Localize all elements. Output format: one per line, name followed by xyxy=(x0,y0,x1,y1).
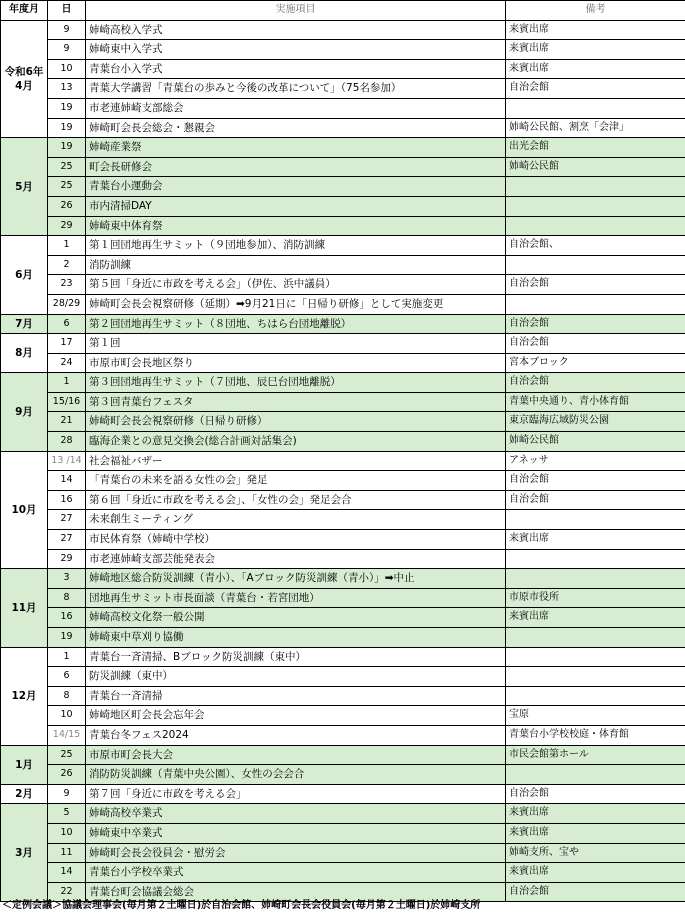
event-cell: 第１回 xyxy=(86,334,506,354)
note-cell: 市民会館第ホール xyxy=(506,745,685,765)
event-cell: 第２回団地再生サミット（８団地、ちはら台団地離脱） xyxy=(86,314,506,334)
event-cell: 町会長研修会 xyxy=(86,157,506,177)
event-cell: 青葉台町会協議会総会 xyxy=(86,882,506,902)
event-cell: 臨海企業との意見交換会(総合計画対話集会) xyxy=(86,432,506,452)
day-cell: 21 xyxy=(48,412,86,432)
note-cell: 自治会館 xyxy=(506,882,685,902)
month-cell: 3月 xyxy=(1,804,48,902)
note-cell xyxy=(506,686,685,706)
event-cell: 防災訓練（東中） xyxy=(86,667,506,687)
day-cell: 1 xyxy=(48,373,86,393)
event-cell: 姉崎町会長会総会・懇親会 xyxy=(86,118,506,138)
schedule-body xyxy=(1,20,685,902)
note-cell: 姉崎公民館 xyxy=(506,432,685,452)
event-cell: 姉崎町会長会視察研修（延期）➡9月21日に「日帰り研修」として実施変更 xyxy=(86,294,506,314)
event-cell: 第５回「身近に市政を考える会」（伊佐、浜中議員） xyxy=(86,275,506,295)
note-cell: 出光会館 xyxy=(506,138,685,158)
table-row xyxy=(1,412,685,432)
note-cell: 自治会館 xyxy=(506,373,685,393)
month-cell: 1月 xyxy=(1,745,48,784)
day-cell: 22 xyxy=(48,882,86,902)
day-cell: 9 xyxy=(48,784,86,804)
day-cell: 11 xyxy=(48,843,86,863)
note-cell: 市原市役所 xyxy=(506,588,685,608)
table-row xyxy=(1,255,685,275)
day-cell: 26 xyxy=(48,765,86,785)
footer-note: ＜定例会議＞協議会理事会(毎月第２土曜日)於自治会館、姉崎町会長会役員会(毎月第２土曜日)於姉崎支所 xyxy=(2,900,481,911)
day-cell: 25 xyxy=(48,177,86,197)
table-row xyxy=(1,236,685,256)
note-cell: 姉崎公民館、割烹「会津」 xyxy=(506,118,685,138)
event-cell: 青葉台小学校卒業式 xyxy=(86,863,506,883)
table-row xyxy=(1,843,685,863)
day-cell: 13 /14 xyxy=(48,451,86,471)
note-cell: 自治会館 xyxy=(506,784,685,804)
note-cell: 来賓出席 xyxy=(506,804,685,824)
table-row xyxy=(1,510,685,530)
day-cell: 27 xyxy=(48,510,86,530)
table-row xyxy=(1,451,685,471)
header-note: 備考 xyxy=(506,1,685,21)
day-cell: 9 xyxy=(48,20,86,40)
table-row xyxy=(1,608,685,628)
table-row xyxy=(1,490,685,510)
day-cell: 5 xyxy=(48,804,86,824)
event-cell: 第６回「身近に市政を考える会」、「女性の会」発足会合 xyxy=(86,490,506,510)
event-cell: 青葉台小入学式 xyxy=(86,59,506,79)
event-cell: 市民体育祭（姉崎中学校） xyxy=(86,530,506,550)
table-row xyxy=(1,823,685,843)
table-row xyxy=(1,784,685,804)
month-cell: 11月 xyxy=(1,569,48,647)
day-cell: 26 xyxy=(48,196,86,216)
event-cell: 未来創生ミーティング xyxy=(86,510,506,530)
note-cell: 来賓出席 xyxy=(506,59,685,79)
note-cell xyxy=(506,98,685,118)
table-row xyxy=(1,432,685,452)
table-row xyxy=(1,98,685,118)
day-cell: 19 xyxy=(48,628,86,648)
day-cell: 23 xyxy=(48,275,86,295)
month-cell: 8月 xyxy=(1,334,48,373)
table-row xyxy=(1,725,685,745)
event-cell: 姉崎産業祭 xyxy=(86,138,506,158)
note-cell: 宝原 xyxy=(506,706,685,726)
note-cell: 姉崎支所、宝や xyxy=(506,843,685,863)
event-cell: 青葉台小運動会 xyxy=(86,177,506,197)
note-cell: 来賓出席 xyxy=(506,823,685,843)
day-cell: 25 xyxy=(48,745,86,765)
table-row xyxy=(1,79,685,99)
day-cell: 28 xyxy=(48,432,86,452)
event-cell: 姉崎高校入学式 xyxy=(86,20,506,40)
table-row xyxy=(1,804,685,824)
event-cell: 市原市町会長地区祭り xyxy=(86,353,506,373)
day-cell: 10 xyxy=(48,59,86,79)
day-cell: 14 xyxy=(48,471,86,491)
day-cell: 14/15 xyxy=(48,725,86,745)
table-row xyxy=(1,138,685,158)
table-row xyxy=(1,157,685,177)
table-row xyxy=(1,628,685,648)
table-row xyxy=(1,647,685,667)
day-cell: 2 xyxy=(48,255,86,275)
table-row xyxy=(1,275,685,295)
table-row xyxy=(1,334,685,354)
day-cell: 3 xyxy=(48,569,86,589)
month-cell: 12月 xyxy=(1,647,48,745)
table-row xyxy=(1,353,685,373)
day-cell: 1 xyxy=(48,236,86,256)
note-cell xyxy=(506,510,685,530)
table-row xyxy=(1,686,685,706)
note-cell: 来賓出席 xyxy=(506,863,685,883)
header-month: 年度月 xyxy=(1,1,48,21)
note-cell: 東京臨海広域防災公園 xyxy=(506,412,685,432)
note-cell: 宮本ブロック xyxy=(506,353,685,373)
note-cell xyxy=(506,177,685,197)
table-row xyxy=(1,549,685,569)
note-cell: 自治会館 xyxy=(506,79,685,99)
day-cell: 27 xyxy=(48,530,86,550)
event-cell: 姉崎地区総合防災訓練（青小）、「Aブロック防災訓練（青小）」➡中止 xyxy=(86,569,506,589)
note-cell: 青葉中央通り、青小体育館 xyxy=(506,392,685,412)
event-cell: 姉崎東中草刈り協働 xyxy=(86,628,506,648)
event-cell: 姉崎東中体育祭 xyxy=(86,216,506,236)
day-cell: 6 xyxy=(48,667,86,687)
note-cell xyxy=(506,765,685,785)
month-cell: 7月 xyxy=(1,314,48,334)
note-cell xyxy=(506,647,685,667)
table-row xyxy=(1,294,685,314)
table-row xyxy=(1,20,685,40)
event-cell: 第７回「身近に市政を考える会」 xyxy=(86,784,506,804)
note-cell xyxy=(506,569,685,589)
table-row xyxy=(1,59,685,79)
event-cell: 姉崎町会長会視察研修（日帰り研修） xyxy=(86,412,506,432)
note-cell xyxy=(506,294,685,314)
event-cell: 青葉台一斉清掃、Bブロック防災訓練（東中） xyxy=(86,647,506,667)
month-cell: 6月 xyxy=(1,236,48,314)
event-cell: 第３回青葉台フェスタ xyxy=(86,392,506,412)
day-cell: 19 xyxy=(48,118,86,138)
event-cell: 団地再生サミット市長面談（青葉台・若宮団地） xyxy=(86,588,506,608)
table-row xyxy=(1,863,685,883)
note-cell xyxy=(506,196,685,216)
note-cell: 青葉台小学校校庭・体育館 xyxy=(506,725,685,745)
day-cell: 10 xyxy=(48,706,86,726)
event-cell: 市老連姉崎支部芸能発表会 xyxy=(86,549,506,569)
note-cell: 来賓出席 xyxy=(506,608,685,628)
event-cell: 青葉台冬フェス2024 xyxy=(86,725,506,745)
note-cell xyxy=(506,628,685,648)
table-row xyxy=(1,392,685,412)
note-cell xyxy=(506,216,685,236)
table-row xyxy=(1,569,685,589)
note-cell: 姉崎公民館 xyxy=(506,157,685,177)
event-cell: 社会福祉バザー xyxy=(86,451,506,471)
table-row xyxy=(1,314,685,334)
day-cell: 15/16 xyxy=(48,392,86,412)
day-cell: 16 xyxy=(48,490,86,510)
event-cell: 青葉台一斉清掃 xyxy=(86,686,506,706)
table-row xyxy=(1,706,685,726)
table-row xyxy=(1,667,685,687)
day-cell: 9 xyxy=(48,40,86,60)
table-row xyxy=(1,118,685,138)
table-row xyxy=(1,177,685,197)
day-cell: 25 xyxy=(48,157,86,177)
note-cell: 自治会館 xyxy=(506,471,685,491)
event-cell: 姉崎高校卒業式 xyxy=(86,804,506,824)
day-cell: 6 xyxy=(48,314,86,334)
event-cell: 市内清掃DAY xyxy=(86,196,506,216)
day-cell: 8 xyxy=(48,588,86,608)
event-cell: 市原市町会長大会 xyxy=(86,745,506,765)
note-cell: 自治会館 xyxy=(506,490,685,510)
note-cell: 自治会館 xyxy=(506,314,685,334)
day-cell: 17 xyxy=(48,334,86,354)
event-cell: 姉崎高校文化祭一般公開 xyxy=(86,608,506,628)
note-cell: 自治会館、 xyxy=(506,236,685,256)
day-cell: 10 xyxy=(48,823,86,843)
table-row xyxy=(1,745,685,765)
event-cell: 第３回団地再生サミット（７団地、辰巳台団地離脱） xyxy=(86,373,506,393)
event-cell: 第１回団地再生サミット（９団地参加）、消防訓練 xyxy=(86,236,506,256)
day-cell: 28/29 xyxy=(48,294,86,314)
event-cell: 消防訓練 xyxy=(86,255,506,275)
note-cell: 来賓出席 xyxy=(506,40,685,60)
day-cell: 19 xyxy=(48,138,86,158)
event-cell: 姉崎東中卒業式 xyxy=(86,823,506,843)
event-cell: 消防防災訓練（青葉中央公園）、女性の会会合 xyxy=(86,765,506,785)
header-row xyxy=(1,1,685,21)
month-cell: 2月 xyxy=(1,784,48,804)
day-cell: 29 xyxy=(48,216,86,236)
note-cell xyxy=(506,667,685,687)
day-cell: 24 xyxy=(48,353,86,373)
table-row xyxy=(1,40,685,60)
event-cell: 青葉大学講習「青葉台の歩みと今後の改革について」（75名参加） xyxy=(86,79,506,99)
table-row xyxy=(1,471,685,491)
day-cell: 1 xyxy=(48,647,86,667)
header-event: 実施項目 xyxy=(86,1,506,21)
month-cell: 令和6年4月 xyxy=(1,20,48,138)
month-cell: 9月 xyxy=(1,373,48,451)
month-cell: 10月 xyxy=(1,451,48,569)
note-cell xyxy=(506,549,685,569)
event-cell: 姉崎町会長会役員会・慰労会 xyxy=(86,843,506,863)
event-cell: 姉崎東中入学式 xyxy=(86,40,506,60)
day-cell: 16 xyxy=(48,608,86,628)
day-cell: 29 xyxy=(48,549,86,569)
note-cell: アネッサ xyxy=(506,451,685,471)
note-cell xyxy=(506,255,685,275)
note-cell: 来賓出席 xyxy=(506,20,685,40)
header-day: 日 xyxy=(48,1,86,21)
day-cell: 13 xyxy=(48,79,86,99)
note-cell: 自治会館 xyxy=(506,334,685,354)
note-cell: 来賓出席 xyxy=(506,530,685,550)
table-row xyxy=(1,373,685,393)
table-row xyxy=(1,216,685,236)
note-cell: 自治会館 xyxy=(506,275,685,295)
month-cell: 5月 xyxy=(1,138,48,236)
day-cell: 19 xyxy=(48,98,86,118)
day-cell: 8 xyxy=(48,686,86,706)
event-cell: 「青葉台の未来を語る女性の会」発足 xyxy=(86,471,506,491)
table-row xyxy=(1,588,685,608)
day-cell: 14 xyxy=(48,863,86,883)
table-row xyxy=(1,530,685,550)
table-row xyxy=(1,196,685,216)
event-cell: 姉崎地区町会長会忘年会 xyxy=(86,706,506,726)
table-row xyxy=(1,765,685,785)
event-cell: 市老連姉崎支部総会 xyxy=(86,98,506,118)
